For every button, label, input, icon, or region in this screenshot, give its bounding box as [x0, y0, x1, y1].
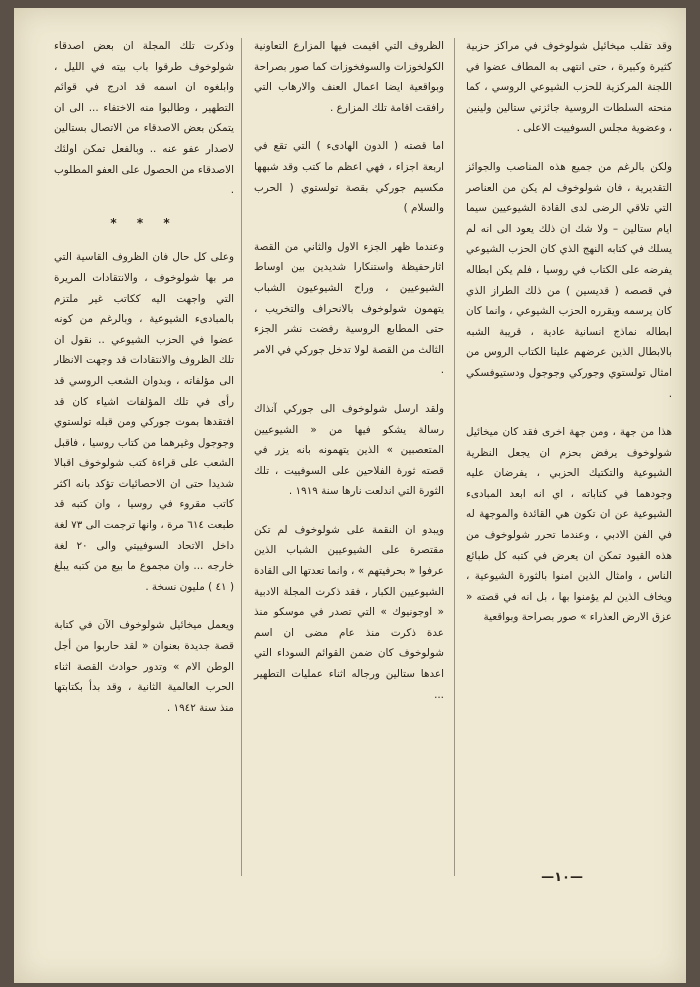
paragraph: ولقد ارسل شولوخوف الى جوركي آنذاك رسالة يشكو فيها من « الشيوعيين المتعصبين » الذين يتهمونه بانه يزر في قصته ثورة الفلاحين على السوفييت ، تلك الثورة التي اندلعت نارها سنة ١٩١٩ .	[254, 402, 444, 498]
paragraph: وعلى كل حال فان الظروف القاسية التي مر بها شولوخوف ، والانتقادات المريرة التي واجهت اليه ككاتب غير ملتزم بالمبادىء الشيوعية ، وبالرغم من كونه عضوا في الحزب الشيوعي .. نقول ان تلك الظروف والانتقادات قد وجهت الانظار الى مؤلفاته ، وبدوان الشعب الروسي قد رأى في تلك المؤلفات اشياء كان قد افتقدها بموت جوركي ومن قبله تولستوي وجوجول وغيرهما من كتاب روسيا ، فاقبل الشعب على قراءة كتب شولوخوف اقبالا شديدا حتى ان الاحصائيات تؤكد بانه اكثر كاتب مقروء في روسيا ، وان كتبه قد طبعت ٦١٤ مرة ، وانها ترجمت الى ٧٣ لغة داخل الاتحاد السوفييتي والى ٢٠ لغة خارجه ... وان مجموع ما بيع من كتبه يبلغ ( ٤١ ) مليون نسخة .	[54, 251, 234, 593]
paragraph: الظروف التي اقيمت فيها المزارع التعاونية الكولخوزات والسوفخوزات كما صور بصراحة وبواقعية ايضا اعمال العنف والارهاب التي رافقت اقامة تلك المزارع .	[254, 40, 444, 114]
paragraph: هذا من جهة ، ومن جهة اخرى فقد كان ميخائيل شولوخوف يرفض بحزم ان يجعل النظرية الشيوعية والتكتيك الحزبي ، يفرضان عليه وجودهما في كتاباته ، اي انه ابعد المبادىء الشيوعية عن ان تكون هي القائدة والموجهة له في الفن الادبي ، وعندما تحرر شولوخوف من هذه القيود تمكن ان يعرض في كتبه كل طبائع الناس ، وامثال الذين امنوا بالثورة الشيوعية ، ويخاف الذين لم يؤمنوا بها ، بل انه في قصته « عزق الارض العذراء » صور بصراحة وبواقعية	[466, 426, 672, 624]
paragraph: اما قصته ( الدون الهادىء ) التي تقع في اربعة اجزاء ، فهي اعظم ما كتب وقد شبهها مكسيم جوركي بقصة تولستوي ( الحرب والسلام )	[254, 140, 444, 215]
paragraph: وقد تقلب ميخائيل شولوخوف في مراكز حزبية كثيرة وكبيرة ، حتى انتهى به المطاف عضوا في اللجنة المركزية للحزب الشيوعي الروسي ، كما منحته السلطات الروسية جائزتي ستالين ولينين ، وعضوية مجلس السوفييت الاعلى .	[466, 40, 672, 135]
paragraph: ويبدو ان النقمة على شولوخوف لم تكن مقتصرة على الشيوعيين الشباب الذين عرفوا « بحرفيتهم » ، وانما تعدتها الى القادة الشيوعيين الكبار ، فقد ذكرت المجلة الادبية « اوجونيوك » التي تصدر في موسكو منذ عدة ذكرت منذ عام مضى ان اسم شولوخوف كان ضمن القوائم السوداء التي اعدها ستالين ورجاله اثناء عمليات التطهير ...	[254, 523, 444, 701]
page-number: —١٠—	[541, 870, 583, 885]
column-right	[466, 36, 672, 640]
paragraph: وذكرت تلك المجلة ان بعض اصدقاء شولوخوف طرقوا باب بيته في الليل ، وابلغوه ان اسمه قد ادرج في قوائم التطهير ، وطالبوا منه الاختفاء ... الى ان يتمكن بعض الاصدقاء من الاتصال بستالين لاصدار عفو عنه .. وبالفعل تمكن اولئك الاصدقاء من الحصول على العفو المطلوب .	[54, 40, 234, 197]
column-rule-left	[241, 38, 242, 876]
column-middle	[254, 36, 444, 717]
paragraph: وعندما ظهر الجزء الاول والثاني من القصة اثارحفيظة واستنكارا شديدين بين اوساط الشيوعيين ، وراح الشيوعيون الشباب يتهمون شولوخوف بالانحراف والتخريب ، حتى المطابع الروسية رفضت نشر الجزء الثالث من القصة لولا تدخل جوركي في الامر .	[254, 240, 444, 377]
paragraph: ويعمل ميخائيل شولوخوف الآن في كتابة قصة جديدة بعنوان « لقد حاربوا من أجل الوطن الام » وتدور حوادث القصة اثناء الحرب العالمية الثانية ، وقد بدأ بكتابتها منذ سنة ١٩٤٢ .	[54, 619, 234, 714]
magazine-page	[14, 8, 686, 983]
column-rule-right	[454, 38, 455, 876]
section-separator: * * *	[110, 215, 178, 230]
paragraph: ولكن بالرغم من جميع هذه المناصب والجوائز التقديرية ، فان شولوخوف لم يكن من العناصر التي تلاقي الرضى لدى القادة الشيوعيين سيما ايام ستالين – ولا شك ان ذلك يعود الى انه لم يسلك في كتابه النهج الذي كان الحزب الشيوعي يفرضه على الكتاب في روسيا ، فلم يكن ابطاله في قصصه ( قديسين ) من ذلك الطراز الذي كان يرسمه ويقرره الحزب الشيوعي ، وانما كان ابطاله نماذج انسانية عادية ، قريبة الشبه بالابطال الذين عرضهم علينا الكتاب الروس من امثال تولستوي وجوركي وجوجول ودستيوفسكي .	[466, 160, 672, 400]
column-left	[54, 36, 234, 730]
